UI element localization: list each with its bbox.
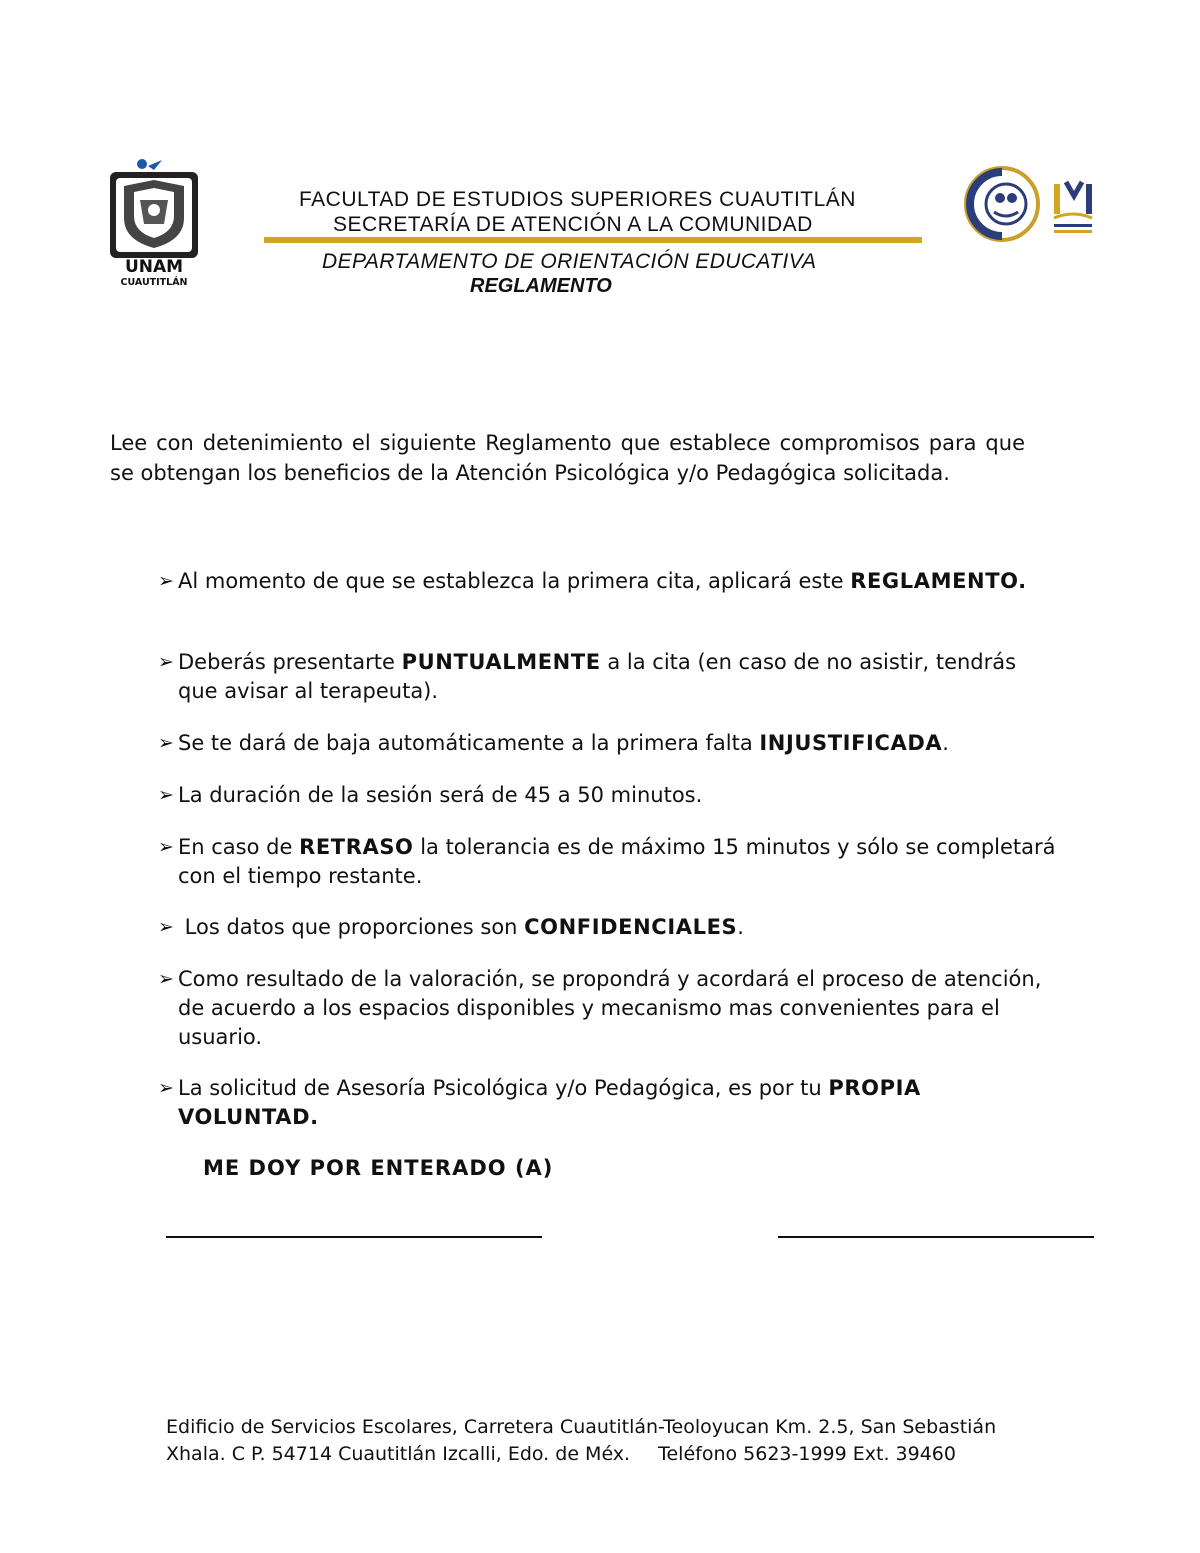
arrow-bullet-icon: ➢ [158,732,174,754]
rule-item: ➢ En caso de RETRASO la tolerancia es de máximo 15 minutos y sólo se completará con el tiempo restante. [158,835,1056,888]
department-logos [962,166,1122,242]
arrow-bullet-icon: ➢ [158,570,174,592]
footer-phone: Teléfono 5623-1999 Ext. 39460 [658,1443,956,1465]
secretariat-name: SECRETARÍA DE ATENCIÓN A LA COMUNIDAD [333,213,813,236]
rule-item: ➢ Los datos que proporciones son CONFIDENCIALES. [158,913,1058,942]
arrow-bullet-icon: ➢ [158,916,174,938]
rule-item: ➢ Deberás presentarte PUNTUALMENTE a la cita (en caso de no asistir, tendrás que avisar al terapeuta). [158,650,1017,703]
rule-item: ➢ Se te dará de baja automáticamente a la primera falta INJUSTIFICADA. [158,729,1058,758]
arrow-bullet-icon: ➢ [158,1077,174,1099]
rule-item: ➢ Al momento de que se establezca la primera cita, aplicará este REGLAMENTO. [158,567,1058,596]
department-name: DEPARTAMENTO DE ORIENTACIÓN EDUCATIVA [322,250,817,273]
rule-item: ➢ La duración de la sesión será de 45 a 50 minutos. [158,781,1058,810]
footer-line-1: Edificio de Servicios Escolares, Carretera Cuautitlán-Teoloyucan Km. 2.5, San Sebastián [166,1416,997,1438]
arrow-bullet-icon: ➢ [158,836,174,858]
document-title: REGLAMENTO [470,275,612,297]
unam-logo-text: UNAM [124,257,184,277]
rule-item: ➢ La solicitud de Asesoría Psicológica y/o Pedagógica, es por tu PROPIA VOLUNTAD. [158,1076,921,1129]
footer-address-line-2: Xhala. C P. 54714 Cuautitlán Izcalli, Edo. de Méx. [166,1443,631,1465]
arrow-bullet-icon: ➢ [158,651,174,673]
date-line [778,1236,1094,1238]
unam-logo-subtext: CUAUTITLÁN [120,277,188,288]
arrow-bullet-icon: ➢ [158,968,174,990]
faculty-name: FACULTAD DE ESTUDIOS SUPERIORES CUAUTITLÁN [299,188,856,211]
acknowledgement-text: ME DOY POR ENTERADO (A) [203,1156,554,1180]
header-rule [264,237,922,243]
rule-item: ➢ Como resultado de la valoración, se propondrá y acordará el proceso de atención, de acuerdo a los espacios disponibles y mecanismo mas convenientes para el usuario. [158,967,1042,1049]
signature-line [166,1236,542,1238]
arrow-bullet-icon: ➢ [158,784,174,806]
intro-paragraph: Lee con detenimiento el siguiente Reglamento que establece compromisos para que se obtengan los beneficios de la Atención Psicológica y/o Pedagógica solicitada. [110,431,1025,485]
footer-address [166,1414,996,1468]
unam-logo [104,158,204,288]
